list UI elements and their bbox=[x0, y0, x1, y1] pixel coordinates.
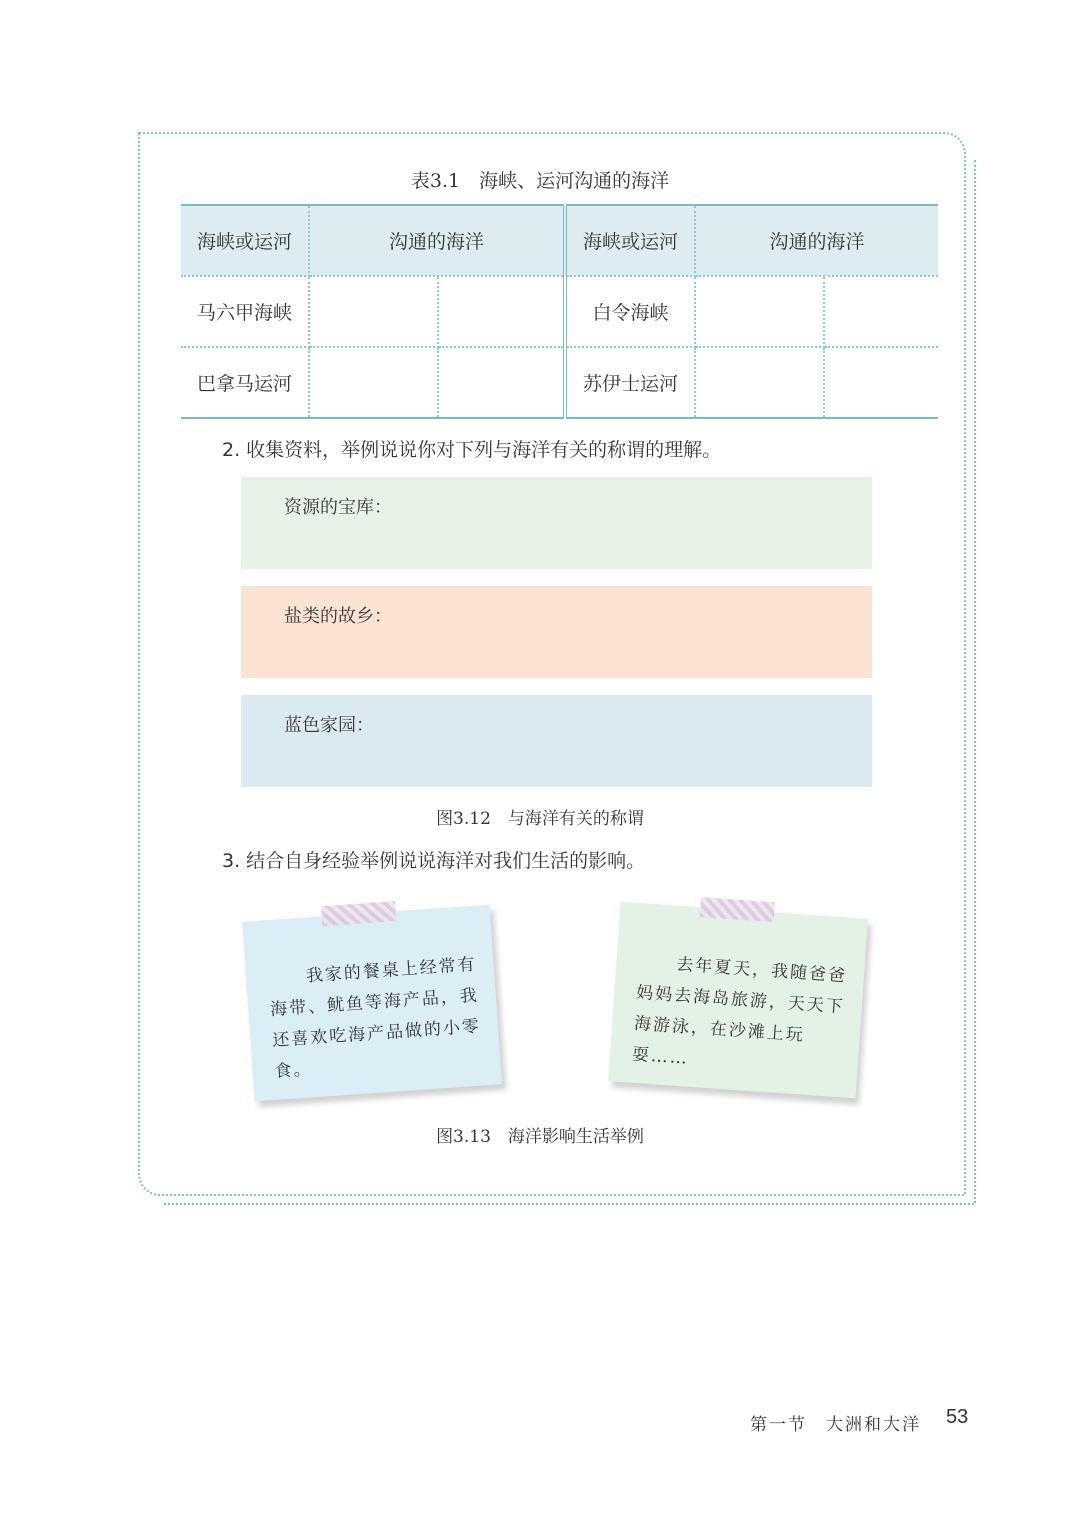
table-caption: 表3.1 海峡、运河沟通的海洋 bbox=[410, 170, 670, 192]
figure-caption-3-13: 图3.13 海洋影响生活举例 bbox=[436, 1127, 644, 1147]
figure-caption-3-12: 图3.12 与海洋有关的称谓 bbox=[436, 809, 644, 829]
tape-decoration bbox=[700, 897, 775, 922]
question-3: 3. 结合自身经验举例说说海洋对我们生活的影响。 bbox=[222, 850, 646, 872]
table-cell-blank[interactable] bbox=[824, 276, 938, 347]
header-cell: 海峡或运河 bbox=[181, 205, 309, 276]
answer-box-label: 蓝色家园： bbox=[284, 715, 374, 736]
table-cell: 马六甲海峡 bbox=[181, 276, 309, 347]
answer-box-blue-home[interactable] bbox=[241, 695, 872, 787]
tape-decoration bbox=[321, 901, 396, 926]
table-header-row bbox=[181, 205, 938, 276]
table-cell-blank[interactable] bbox=[695, 347, 824, 418]
table-cell: 巴拿马运河 bbox=[181, 347, 309, 418]
header-cell: 海峡或运河 bbox=[565, 205, 695, 276]
question-2: 2. 收集资料，举例说说你对下列与海洋有关的称谓的理解。 bbox=[222, 439, 722, 461]
page-number: 53 bbox=[946, 1406, 969, 1428]
sticky-note-text: 我家的餐桌上经常有海带、鱿鱼等海产品，我还喜欢吃海产品做的小零食。 bbox=[267, 954, 482, 1082]
table-cell-blank[interactable] bbox=[309, 276, 438, 347]
answer-box-label: 资源的宝库： bbox=[284, 497, 392, 518]
footer-section: 第一节 大洲和大洋 bbox=[750, 1415, 921, 1435]
sticky-note-left bbox=[242, 905, 502, 1102]
strait-canal-table bbox=[181, 204, 938, 419]
table-cell-blank[interactable] bbox=[824, 347, 938, 418]
frame-shadow-bottom bbox=[164, 1203, 974, 1205]
header-cell: 沟通的海洋 bbox=[309, 205, 565, 276]
table-cell: 苏伊士运河 bbox=[565, 347, 695, 418]
answer-box-salt[interactable] bbox=[241, 586, 872, 678]
frame-shadow-right bbox=[974, 160, 976, 1203]
table-cell-blank[interactable] bbox=[309, 347, 438, 418]
sticky-note-right bbox=[608, 902, 868, 1099]
answer-box-label: 盐类的故乡： bbox=[284, 606, 392, 627]
table-row bbox=[181, 276, 938, 347]
answer-box-resources[interactable] bbox=[241, 477, 872, 569]
table-cell-blank[interactable] bbox=[438, 276, 565, 347]
header-cell: 沟通的海洋 bbox=[695, 205, 938, 276]
table-cell: 白令海峡 bbox=[565, 276, 695, 347]
table-row bbox=[181, 347, 938, 418]
table-cell-blank[interactable] bbox=[438, 347, 565, 418]
table-cell-blank[interactable] bbox=[695, 276, 824, 347]
sticky-note-text: 去年夏天，我随爸爸妈妈去海岛旅游，天天下海游泳，在沙滩上玩耍…… bbox=[631, 951, 848, 1069]
